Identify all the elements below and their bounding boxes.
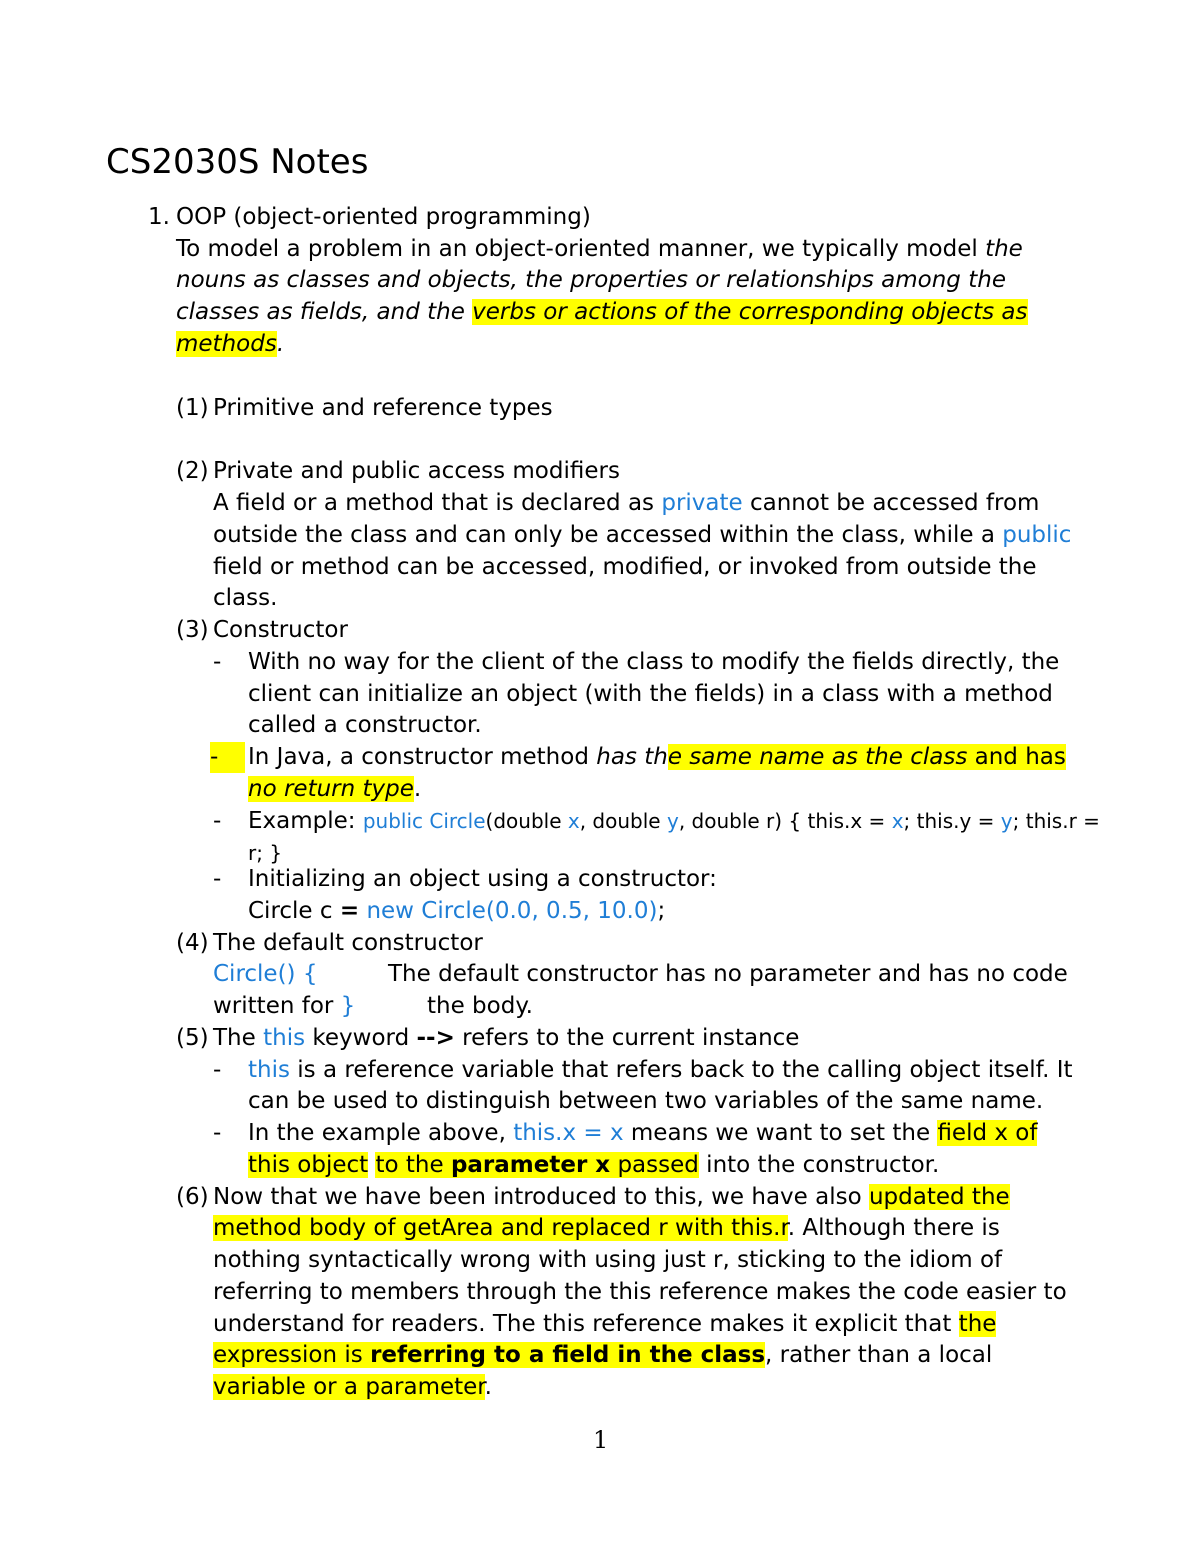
paragraph-line (176, 329, 284, 360)
paragraph-line: the body. (427, 993, 533, 1019)
bullet-marker: - (210, 742, 245, 773)
paragraph-line (176, 297, 1028, 328)
keyword-span: x (567, 809, 580, 833)
keyword-span: public Circle (362, 809, 486, 833)
text-span: understand for readers. The this reference makes it explicit that (213, 1311, 959, 1337)
text-span: Now that we have been introduced to this, we have also (213, 1184, 869, 1210)
bullet-marker: - (213, 1120, 222, 1146)
bullet-text (248, 1055, 1073, 1086)
code-span: ; this.y = (903, 809, 1001, 833)
text-span: cannot be accessed from (742, 490, 1040, 516)
bullet-text: called a constructor. (248, 712, 482, 738)
text-span: Circle c (248, 898, 340, 924)
bold-span: parameter x (450, 1152, 611, 1178)
keyword-span: this (263, 1025, 306, 1051)
paragraph-line (213, 520, 1071, 551)
text-span: written for (213, 993, 341, 1019)
code-line: Circle() { (213, 961, 318, 987)
paragraph-line (213, 1340, 992, 1371)
text-span: outside the class and can only be accessed within the class, while a (213, 522, 1003, 548)
text-span: Example: (248, 808, 363, 834)
highlight-span (375, 1152, 698, 1178)
text-span: In the example above, (248, 1120, 514, 1146)
item-label: The default constructor (213, 930, 483, 956)
code-span: (double (485, 809, 568, 833)
keyword-span: this.x = x (513, 1120, 624, 1146)
keyword-span: public (1002, 522, 1072, 548)
bullet-marker: - (213, 1057, 222, 1083)
text-span: . Although there is (787, 1215, 1000, 1241)
item-number: (6) (176, 1184, 209, 1210)
paragraph-line (213, 1372, 492, 1403)
code-span: , double r) { this.x = (678, 809, 892, 833)
bullet-text: Initializing an object using a constructor: (248, 866, 717, 892)
item-number: (5) (176, 1025, 209, 1051)
text-span: . (484, 1374, 492, 1400)
bullet-text: With no way for the client of the class to modify the fields directly, the (248, 649, 1060, 675)
text-span: refers to the current instance (454, 1025, 800, 1051)
italic-span: has th (596, 744, 668, 770)
text-span: ; (657, 898, 666, 924)
item-label: Private and public access modifiers (213, 458, 620, 484)
highlight-span: updated the (868, 1184, 1010, 1210)
bullet-marker: - (213, 866, 222, 892)
highlight-span: this object (248, 1152, 369, 1178)
text-span: classes as fields, and the (176, 299, 473, 325)
paragraph-line (213, 1182, 1010, 1213)
section-heading: OOP (object-oriented programming) (176, 204, 591, 230)
keyword-span: } (340, 993, 356, 1019)
keyword-span: x (891, 809, 904, 833)
bold-span: referring to a field in the class (370, 1342, 766, 1368)
highlight-span: and has (967, 744, 1066, 770)
highlight-span: method body of getArea and replaced r with this.r (213, 1215, 788, 1241)
item-label: Constructor (213, 617, 348, 643)
code-line (213, 991, 355, 1022)
code-span: ; this.r = (1012, 809, 1100, 833)
bullet-text: can be used to distinguish between two variables of the same name. (248, 1088, 1044, 1114)
section-number: 1. (148, 204, 170, 230)
item-number: (2) (176, 458, 209, 484)
highlight-span: verbs or actions of the corresponding objects as (472, 299, 1028, 325)
page-title: CS2030S Notes (106, 142, 369, 182)
item-number: (4) (176, 930, 209, 956)
text-span: passed (610, 1152, 699, 1178)
text-span: A field or a method that is declared as (213, 490, 662, 516)
paragraph-line: The default constructor has no parameter and has no code (388, 961, 1068, 987)
page-number: 1 (593, 1426, 609, 1454)
paragraph-line: field or method can be accessed, modified, or invoked from outside the (213, 554, 1037, 580)
bullet-text (248, 1150, 939, 1181)
bullet-text (248, 742, 1066, 773)
highlight-span: methods (176, 331, 277, 357)
bullet-marker: - (213, 808, 222, 834)
paragraph-line (213, 488, 1039, 519)
text-span: to the (375, 1152, 451, 1178)
bullet-text (248, 806, 1100, 837)
keyword-span: this (248, 1057, 290, 1083)
text-span: means we want to set the (623, 1120, 938, 1146)
item-label: Primitive and reference types (213, 395, 553, 421)
bullet-text (248, 896, 665, 927)
paragraph-line (213, 1213, 1000, 1244)
code-line: r; } (248, 841, 283, 865)
code-span: , double (579, 809, 667, 833)
text-span: into the constructor. (698, 1152, 940, 1178)
bold-span: --> (416, 1025, 455, 1051)
paragraph-line: referring to members through the this reference makes the code easier to (213, 1279, 1067, 1305)
paragraph-line (176, 234, 1023, 265)
highlight-span: the (958, 1311, 997, 1337)
text-span: expression is (213, 1342, 371, 1368)
bullet-marker: - (213, 649, 222, 675)
item-label (213, 1023, 799, 1054)
highlight-span: variable or a parameter (213, 1374, 485, 1400)
text-span: . (276, 331, 285, 357)
highlight-span: no return type (248, 776, 414, 802)
highlight-span: e same name as the class (667, 744, 968, 770)
keyword-span: y (666, 809, 679, 833)
keyword-span: private (661, 490, 743, 516)
highlight-span: field x of (937, 1120, 1038, 1146)
text-span: To model a problem in an object-oriented manner, we typically model (176, 236, 986, 262)
paragraph-line: class. (213, 585, 278, 611)
item-number: (1) (176, 395, 209, 421)
item-number: (3) (176, 617, 209, 643)
text-span: keyword (305, 1025, 417, 1051)
bullet-text (248, 1118, 1037, 1149)
bullet-text: client can initialize an object (with the fields) in a class with a method (248, 681, 1053, 707)
bold-span: = (339, 898, 360, 924)
keyword-span: new Circle(0.0, 0.5, 10.0) (359, 898, 658, 924)
paragraph-line: nouns as classes and objects, the properties or relationships among the (176, 267, 1006, 293)
paragraph-line (213, 1309, 996, 1340)
text-span: , rather than a local (765, 1342, 993, 1368)
text-span: In Java, a constructor method (248, 744, 597, 770)
text-span: is a reference variable that refers back to the calling object itself. It (289, 1057, 1073, 1083)
text-span: The (213, 1025, 264, 1051)
italic-span: the (985, 236, 1023, 262)
bullet-text (248, 774, 421, 805)
highlight-span (213, 1342, 765, 1368)
paragraph-line: nothing syntactically wrong with using just r, sticking to the idiom of (213, 1247, 1003, 1273)
keyword-span: y (1000, 809, 1013, 833)
text-span: . (413, 776, 422, 802)
